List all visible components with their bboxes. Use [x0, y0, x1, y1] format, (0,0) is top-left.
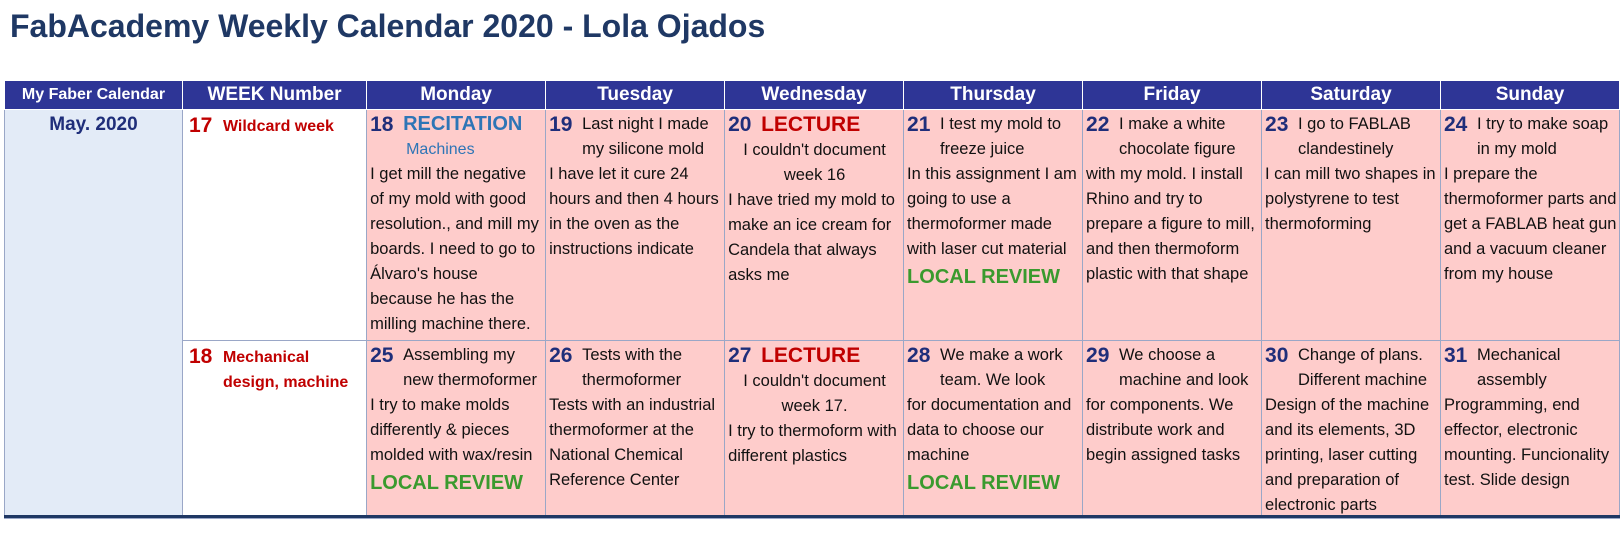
day-number: 28: [907, 344, 931, 367]
day-body: Programming, end effector, electronic mounting. Funcionality test. Slide design: [1444, 396, 1610, 489]
day-body: I try to thermoform with different plastics: [728, 422, 897, 465]
day-body: In this assignment I am going to use a thermoformer made with laser cut material: [907, 165, 1077, 258]
week-number: 17: [188, 114, 213, 137]
header-calendar: My Faber Calendar: [5, 81, 183, 110]
day-body: I have let it cure 24 hours and then 4 hours in the oven as the instructions indicate: [549, 165, 719, 258]
day-subtitle: Machines: [406, 141, 475, 158]
bottom-border: [4, 515, 1620, 518]
day-body: for components. We distribute work and begin assigned tasks: [1086, 396, 1241, 464]
page-title: FabAcademy Weekly Calendar 2020 - Lola Ojados: [10, 8, 766, 44]
day-number: 29: [1086, 344, 1110, 367]
day-cell-sunday: [1441, 341, 1620, 519]
day-body: I get mill the negative of my mold with good resolution., and mill my boards. I need to go to Álvaro's house because he has the milling machine there.: [370, 165, 539, 333]
day-cell-monday: [367, 341, 546, 519]
day-title: Tests with the thermoformer: [582, 346, 683, 389]
day-number: 31: [1444, 344, 1468, 367]
day-note: I couldn't document week 17.: [743, 372, 886, 415]
week-cell: [182, 110, 366, 341]
day-title: I make a white chocolate figure: [1119, 115, 1236, 158]
day-number: 30: [1265, 344, 1289, 367]
local-review-label: LOCAL REVIEW: [370, 472, 524, 494]
day-cell-monday: [367, 110, 546, 341]
local-review-label: LOCAL REVIEW: [907, 266, 1061, 288]
day-title: LECTURE: [761, 113, 861, 136]
day-cell-saturday: [1262, 110, 1441, 341]
day-number: 18: [370, 113, 394, 136]
day-number: 24: [1444, 113, 1468, 136]
day-title: LECTURE: [761, 344, 861, 367]
local-review-label: LOCAL REVIEW: [907, 472, 1061, 494]
day-body: I can mill two shapes in polystyrene to test thermoforming: [1265, 165, 1436, 233]
header-monday: Monday: [367, 81, 546, 110]
day-cell-tuesday: [546, 341, 725, 519]
month-label: May. 2020: [49, 114, 138, 135]
day-number: 21: [907, 113, 931, 136]
header-saturday: Saturday: [1262, 81, 1441, 110]
day-title: We choose a machine and look: [1119, 346, 1249, 389]
day-title: I test my mold to freeze juice: [940, 115, 1062, 158]
header-thursday: Thursday: [904, 81, 1083, 110]
day-cell-sunday: [1441, 110, 1620, 341]
day-title: Mechanical assembly: [1477, 346, 1561, 389]
day-cell-tuesday: [546, 110, 725, 341]
day-body: I prepare the thermoformer parts and get a FABLAB heat gun and a vacuum cleaner from my house: [1444, 165, 1617, 283]
day-number: 26: [549, 344, 573, 367]
day-cell-thursday: [904, 110, 1083, 341]
week-row: [5, 110, 1620, 341]
week-number: 18: [188, 345, 213, 368]
day-number: 23: [1265, 113, 1289, 136]
day-body: Design of the machine and its elements, 3D printing, laser cutting and preparation of electronic parts: [1265, 396, 1430, 514]
header-friday: Friday: [1083, 81, 1262, 110]
day-body: I have tried my mold to make an ice cream for Candela that always asks me: [728, 191, 895, 284]
day-number: 20: [728, 113, 752, 136]
day-number: 27: [728, 344, 752, 367]
day-note: I couldn't document week 16: [743, 141, 886, 184]
day-title: RECITATION: [403, 113, 523, 135]
day-cell-saturday: [1262, 341, 1441, 519]
week-name: Mechanical design, machine: [222, 349, 349, 391]
day-title: I try to make soap in my mold: [1477, 115, 1609, 158]
day-title: I go to FABLAB clandestinely: [1298, 115, 1411, 158]
header-sunday: Sunday: [1441, 81, 1620, 110]
header-row: [5, 81, 1620, 110]
day-cell-wednesday: [725, 341, 904, 519]
header-week: WEEK Number: [182, 81, 366, 110]
day-number: 19: [549, 113, 573, 136]
day-cell-wednesday: [725, 110, 904, 341]
day-body: for documentation and data to choose our machine: [907, 396, 1072, 464]
week-name: Wildcard week: [222, 118, 334, 135]
day-body: Tests with an industrial thermoformer at the National Chemical Reference Center: [549, 396, 716, 489]
day-cell-friday: [1083, 341, 1262, 519]
month-cell: [5, 110, 183, 519]
day-cell-thursday: [904, 341, 1083, 519]
header-wednesday: Wednesday: [725, 81, 904, 110]
day-title: We make a work team. We look: [940, 346, 1063, 389]
day-number: 25: [370, 344, 394, 367]
day-body: with my mold. I install Rhino and try to prepare a figure to mill, and then thermoform plastic with that shape: [1086, 165, 1255, 283]
day-title: Last night I made my silicone mold: [582, 115, 709, 158]
day-cell-friday: [1083, 110, 1262, 341]
week-row: [5, 341, 1620, 519]
day-title: Assembling my new thermoformer: [403, 346, 537, 389]
day-title: Change of plans. Different machine: [1298, 346, 1428, 389]
day-body: I try to make molds differently & pieces molded with wax/resin: [370, 396, 533, 464]
header-tuesday: Tuesday: [546, 81, 725, 110]
calendar-table: [4, 80, 1620, 519]
week-cell: [182, 341, 366, 519]
day-number: 22: [1086, 113, 1110, 136]
